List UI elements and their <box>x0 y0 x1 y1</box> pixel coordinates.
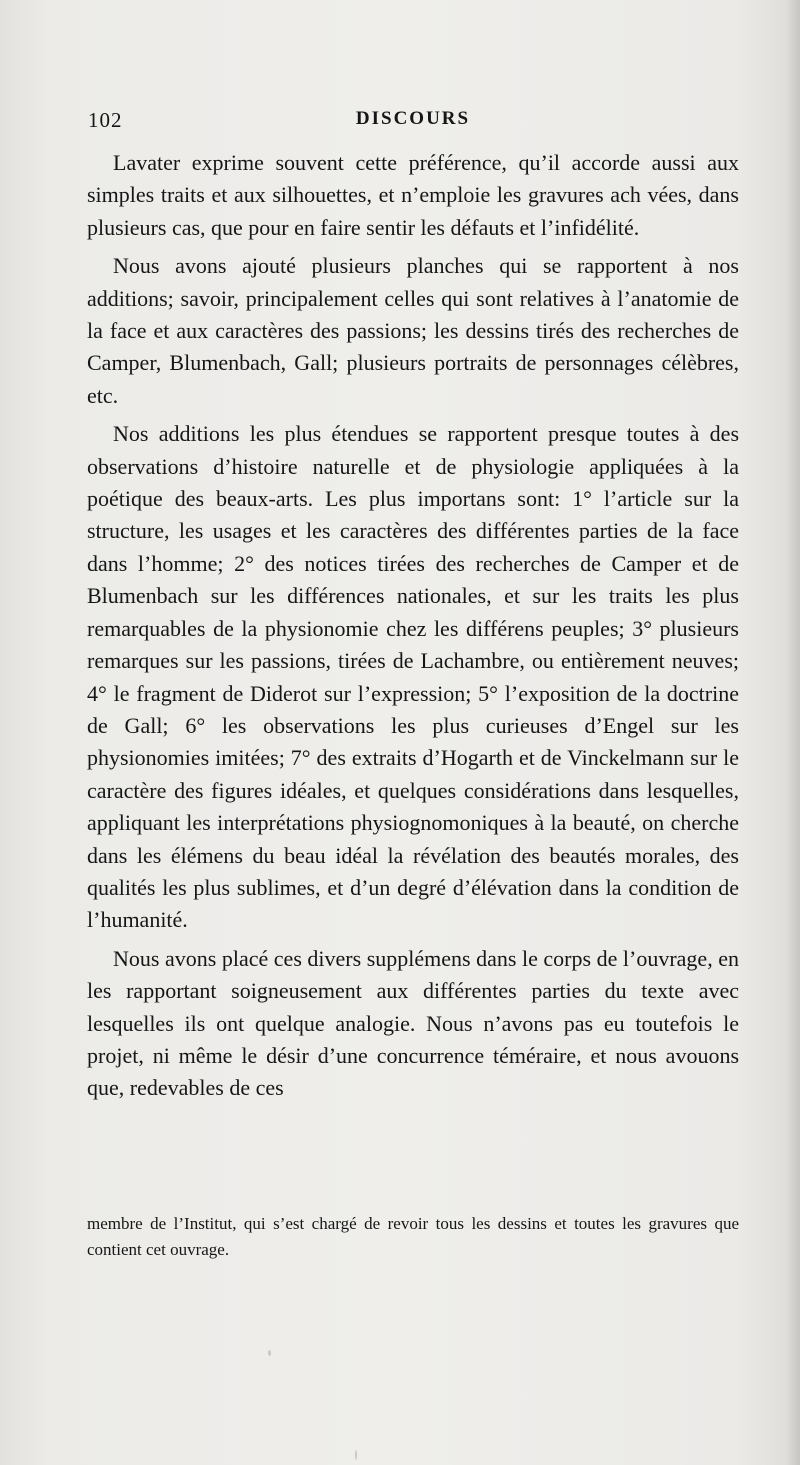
footnote: membre de l’Institut, qui s’est chargé de revoir tous les dessins et toutes les gravures que contient cet ouvrage. <box>87 1214 739 1259</box>
body-text <box>87 147 739 1105</box>
running-head: DISCOURS <box>355 108 471 129</box>
paragraph: Nous avons ajouté plusieurs planches qui se rapportent à nos additions; savoir, principalement celles qui sont relatives à l’anatomie de la face et aux caractères des passions; les dessins tirés des recherches de Camper, Blumenbach, Gall; plusieurs portraits de personnages célèbres, etc. <box>87 253 739 408</box>
page-number: 102 <box>88 108 123 132</box>
page-spine-shadow <box>786 0 800 1465</box>
paragraph: Nous avons placé ces divers supplémens dans le corps de l’ouvrage, en les rapportant soigneusement aux différentes parties du texte avec lesquelles ils ont quelque analogie. Nous n’avons pas eu toutefois le projet, ni même le désir d’une concurrence téméraire, et nous avouons que, redevables de ces <box>87 945 739 1101</box>
page-header <box>88 108 738 138</box>
paragraph: Lavater exprime souvent cette préférence, qu’il accorde aussi aux simples traits et aux silhouettes, et n’emploie les gravures ach vées, dans plusieurs cas, que pour en faire sentir les défauts et l’infidélité. <box>87 150 739 240</box>
paragraph: Nos additions les plus étendues se rapportent presque toutes à des observations d’histoire naturelle et de physiologie appliquées à la poétique des beaux-arts. Les plus importans sont: 1° l’article sur la structure, les usages et les caractères des différentes parties de la face dans l’homme; 2° des notices tirées des recherches de Camper et de Blumenbach sur les différences nationales, et sur les traits les plus remarquables de la physionomie chez les différens peuples; 3° plusieurs remarques sur les passions, tirées de Lachambre, ou entièrement neuves; 4° le fragment de Diderot sur l’expression; 5° l’exposition de la doctrine de Gall; 6° les observations les plus curieuses d’Engel sur les physionomies imitées; 7° des extraits d’Hogarth et de Vinckelmann sur le caractère des figures idéales, et quelques considérations dans lesquelles, appliquant les interprétations physiognomoniques à la beauté, on cherche dans les élémens du beau idéal la révélation des beautés morales, des qualités les plus sublimes, et d’un degré d’élévation dans la condition de l’humanité. <box>87 421 739 933</box>
paper-speck <box>355 1450 357 1460</box>
paper-speck <box>268 1350 271 1356</box>
